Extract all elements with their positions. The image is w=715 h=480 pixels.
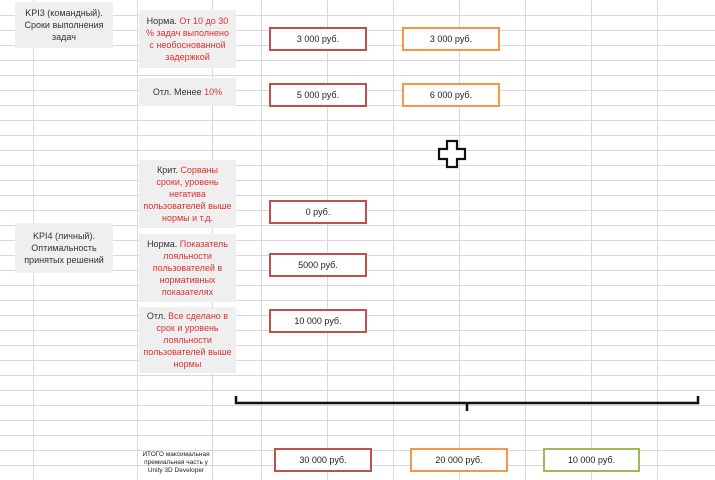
kpi3-norma-lead: Норма. — [146, 16, 177, 26]
kpi4-title-line: Оптимальность — [31, 243, 97, 253]
kpi3-norma-text: с необоснованной — [149, 40, 226, 50]
kpi3-norma-personal-bonus-value: 3 000 руб. — [429, 34, 473, 44]
kpi4-norma-text: показателях — [161, 287, 214, 297]
kpi3-norma-team-bonus-value: 3 000 руб. — [296, 34, 340, 44]
total-label-line: премиальная часть у — [144, 459, 208, 466]
kpi3-title-line: задач — [52, 32, 76, 42]
kpi3-otl-cell — [139, 78, 236, 106]
kpi4-norma-text: нормативных — [159, 275, 216, 285]
total-extra-bonus — [543, 448, 640, 472]
kpi3-otl-team-bonus-value: 5 000 руб. — [296, 90, 340, 100]
kpi3-otl-personal-bonus-value: 6 000 руб. — [429, 90, 473, 100]
total-team-bonus — [274, 448, 372, 472]
kpi4-norma-text: лояльности — [163, 251, 212, 261]
kpi4-norma-lead: Норма. — [147, 239, 178, 249]
kpi4-otl-text: нормы — [173, 359, 202, 369]
kpi4-title-line: KPI4 (личный). — [33, 231, 95, 241]
kpi4-otl-bonus-value: 10 000 руб. — [294, 316, 342, 326]
kpi4-otl-cell — [139, 307, 236, 373]
plus-icon — [437, 139, 467, 169]
kpi3-otl-text: 10% — [204, 87, 223, 97]
kpi3-norma-text: задержкой — [165, 52, 210, 62]
kpi4-krit-text: Сорваны — [180, 165, 219, 175]
kpi4-krit-text: пользователей выше — [143, 201, 232, 211]
total-personal-bonus — [410, 448, 508, 472]
kpi4-norma-text: Показатель — [179, 239, 228, 249]
kpi3-otl-team-bonus — [269, 83, 367, 107]
kpi3-norma-team-bonus — [269, 27, 367, 51]
kpi4-krit-text: сроки, уровень — [156, 177, 219, 187]
kpi3-title-line: KPI3 (командный). — [25, 8, 103, 18]
kpi4-krit-text: нормы и т.д. — [161, 213, 214, 223]
curly-brace-icon — [234, 394, 700, 414]
kpi4-otl-lead: Отл. — [146, 311, 166, 321]
kpi4-otl-text: Все сделано в — [168, 311, 229, 321]
kpi3-otl-lead: Отл. Менее — [152, 87, 202, 97]
kpi3-otl-personal-bonus — [402, 83, 500, 107]
kpi3-norma-text: От 10 до 30 — [179, 16, 229, 26]
kpi4-otl-text: срок и уровень — [156, 323, 219, 333]
kpi4-otl-text: лояльности — [163, 335, 212, 345]
kpi4-title-cell — [15, 223, 113, 273]
kpi4-otl-bonus — [269, 309, 367, 333]
kpi3-title-cell — [15, 2, 113, 48]
kpi3-norma-text: % задач выполнено — [145, 28, 230, 38]
total-team-bonus-value: 30 000 руб. — [299, 455, 347, 465]
kpi4-norma-bonus — [269, 253, 367, 277]
total-label — [130, 451, 222, 475]
kpi4-krit-bonus-value: 0 руб. — [305, 207, 331, 217]
total-label-line: Unity 3D Developer — [147, 467, 205, 474]
kpi3-norma-personal-bonus — [402, 27, 500, 51]
kpi4-norma-cell — [139, 234, 236, 302]
kpi4-krit-cell — [139, 160, 236, 228]
total-extra-bonus-value: 10 000 руб. — [567, 455, 616, 465]
kpi4-norma-text: пользователей в — [152, 263, 223, 273]
kpi4-krit-text: негатива — [169, 189, 206, 199]
kpi4-otl-text: пользователей выше — [143, 347, 232, 357]
total-label-line: ИТОГО максимальная — [142, 451, 210, 458]
kpi3-norma-cell — [139, 10, 236, 68]
total-personal-bonus-value: 20 000 руб. — [435, 455, 483, 465]
kpi3-title-line: Сроки выполнения — [24, 20, 104, 30]
kpi4-krit-bonus — [269, 200, 367, 224]
kpi4-title-line: принятых решений — [24, 255, 104, 265]
kpi4-krit-lead: Крит. — [156, 165, 178, 175]
kpi4-norma-bonus-value: 5000 руб. — [298, 260, 338, 270]
